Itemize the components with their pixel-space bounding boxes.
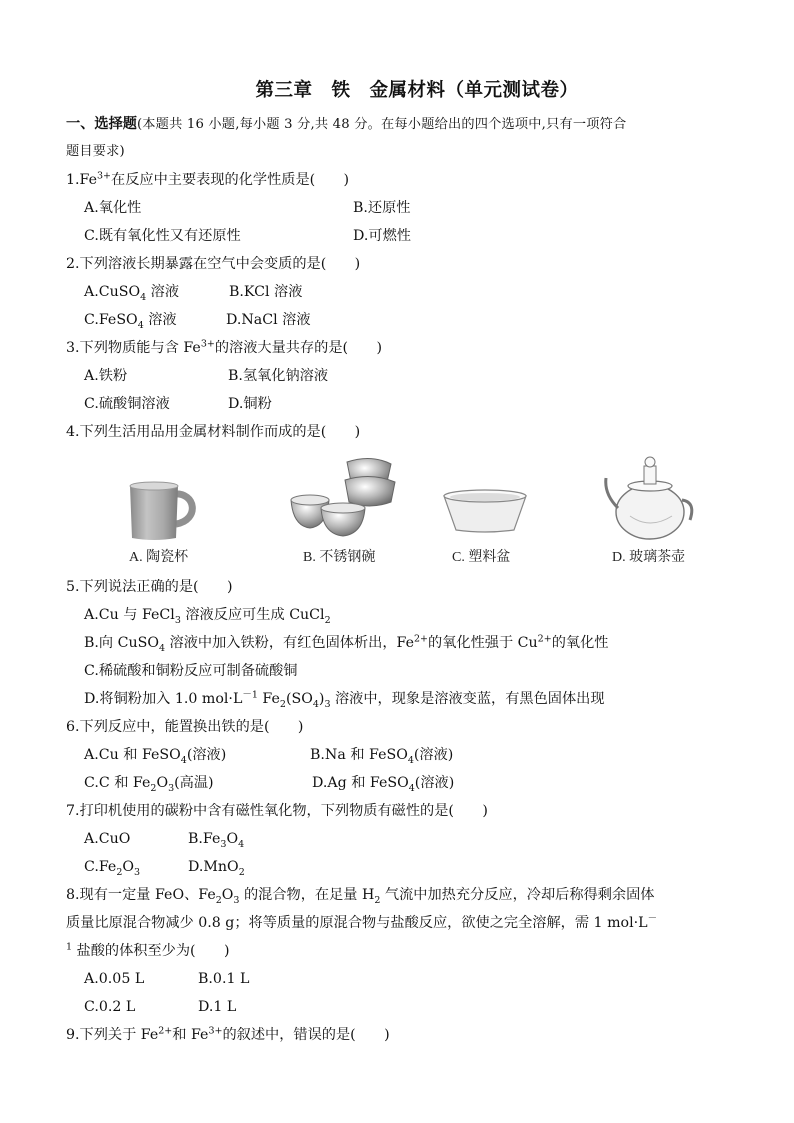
ceramic-cup-image [122,478,202,542]
q5-option-c: C.稀硫酸和铜粉反应可制备硫酸铜 [84,663,298,679]
q4-option-d: D. 玻璃茶壶 [612,550,686,565]
q5-option-b: B.向 CuSO$_4$ 溶液中加入铁粉，有红色固体析出，$Fe^{2+}$的氧化性强于 $Cu^{2+}$的氧化性 [84,633,609,654]
q7-option-b: $B.Fe_3O_4$ [188,831,245,850]
q3-option-d: D.铜粉 [228,396,272,412]
q7-option-d: D.MnO$_2$ [188,859,245,878]
q4-option-b: B. 不锈钢碗 [303,550,376,565]
q8-option-d: D.1 L [198,999,237,1015]
q5-option-a: A.Cu 与 FeCl$_3$ 溶液反应可生成 CuCl$_2$ [84,607,331,626]
section-header [66,114,736,135]
q8-stem-line3: $^1$ 盐酸的体积至少为( ) [66,941,230,959]
q5-option-d: D.将铜粉加入 1.0 $mol\cdot L^{-1}$ $Fe_2(SO_4)_3$ 溶液中，现象是溶液变蓝，有黑色固体出现 [84,689,605,710]
section-note: (本题共 16 小题,每小题 3 分,共 48 分。在每小题给出的四个选项中,只有一项符合 [136,117,627,132]
q2-option-b: B.KCl 溶液 [229,284,303,300]
q6-option-b: B.Na 和 FeSO$_4$(溶液) [310,747,454,766]
q2-stem: 2.下列溶液长期暴露在空气中会变质的是( ) [66,256,361,272]
page-title: 第三章 铁 金属材料（单元测试卷） [255,80,579,101]
q6-option-a: A.Cu 和 FeSO$_4$(溶液) [84,747,227,766]
q6-option-c: C.C 和 $Fe_2O_3$(高温) [84,775,214,794]
q3-option-a: A.铁粉 [84,368,128,384]
q1-option-a: A.氧化性 [84,200,142,216]
q2-option-c: C.FeSO$_4$ 溶液 [84,312,177,331]
section-note-cont: 题目要求) [66,144,125,159]
q5-stem: 5.下列说法正确的是( ) [66,579,233,595]
q3-stem: 3.下列物质能与含 $Fe^{3+}$的溶液大量共存的是( ) [66,338,382,356]
q1-option-d: D.可燃性 [353,228,411,244]
section-head: 一、选择题 [66,116,137,132]
q2-option-d: D.NaCl 溶液 [226,312,311,328]
q1-option-c: C.既有氧化性又有还原性 [84,228,241,244]
q1-option-b: B.还原性 [353,200,411,216]
glass-teapot-image [600,450,696,544]
q9-stem: 9.下列关于 $Fe^{2+}$和 $Fe^{3+}$的叙述中，错误的是( ) [66,1025,390,1043]
q7-option-c: $C.Fe_2O_3$ [84,859,141,878]
q7-option-a: A.CuO [84,831,131,847]
q4-stem: 4.下列生活用品用金属材料制作而成的是( ) [66,424,361,440]
q4-option-c: C. 塑料盆 [452,550,511,565]
q8-stem-line1: 8.现有一定量 FeO、$Fe_2O_3$ 的混合物，在足量 $H_2$ 气流中加热充分反应，冷却后称得剩余固体 [66,887,655,906]
q8-option-a: A.0.05 L [84,971,145,987]
q3-option-c: C.硫酸铜溶液 [84,396,170,412]
stainless-bowls-image [287,456,399,542]
q1-stem: $1.Fe^{3+}$在反应中主要表现的化学性质是( ) [66,170,350,188]
q2-option-a: A.CuSO$_4$ 溶液 [84,284,180,303]
q3-option-b: B.氢氧化钠溶液 [228,368,329,384]
q6-option-d: D.Ag 和 FeSO$_4$(溶液) [312,775,455,794]
q4-option-a: A. 陶瓷杯 [129,550,189,565]
q8-option-c: C.0.2 L [84,999,136,1015]
plastic-basin-image [440,488,530,534]
q7-stem: 7.打印机使用的碳粉中含有磁性氧化物，下列物质有磁性的是( ) [66,803,488,819]
q8-stem-line2: 质量比原混合物减少 0.8 g；将等质量的原混合物与盐酸反应，欲使之完全溶解，需 1 mol·L－ [66,913,658,931]
q6-stem: 6.下列反应中，能置换出铁的是( ) [66,719,304,735]
q8-option-b: B.0.1 L [198,971,250,987]
